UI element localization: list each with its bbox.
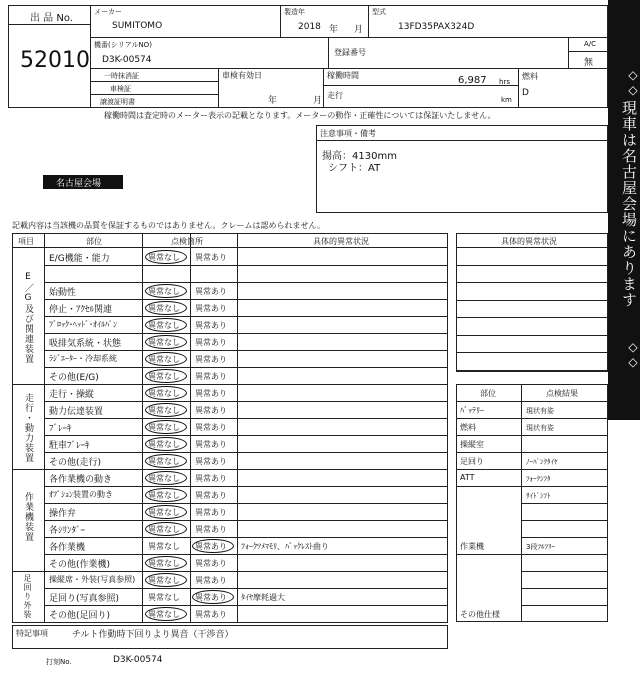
hours-value: 6,987 [458,75,487,86]
check-abnormal[interactable]: 異常あり [195,525,227,534]
check-normal[interactable]: 異常なし [148,287,180,296]
km-unit: km [501,96,512,104]
col-header-part: 部位 [86,237,102,246]
row-part-label: ｵﾌﾟｼｮﾝ装置の動き [49,490,113,499]
spec-part: 操縦室 [460,440,484,449]
row-part-label: 操縦席・外装(写真参照) [49,575,136,584]
selection-circle [192,539,234,553]
selection-circle [145,556,187,570]
check-normal[interactable]: 異常なし [148,355,180,364]
spec-part: その他仕様 [460,610,500,619]
serial-label: 機番(シリアルNO) [94,41,152,49]
maker-value: SUMITOMO [112,21,163,31]
row-part-label: 各ｼﾘﾝﾀﾞｰ [49,526,86,536]
check-normal[interactable]: 異常なし [148,338,180,347]
check-abnormal[interactable]: 異常あり [195,338,227,347]
fuel-value: D [522,88,529,98]
selection-circle [145,335,187,349]
selection-circle [145,318,187,332]
spec-result: ﾉｰﾊﾟﾝｸﾀｲﾔ [526,458,558,466]
side-top-header: 具体的異常状況 [501,237,557,246]
ac-value: 無 [584,58,594,68]
shuppin-label: 出 品 No. [30,13,73,24]
row-part-label: E/G機能・能力 [49,254,110,264]
check-normal[interactable]: 異常なし [148,525,180,534]
check-abnormal[interactable]: 異常あり [195,423,227,432]
check-normal[interactable]: 異常なし [148,406,180,415]
banner-main: 現車は名古屋会場にあります [620,100,638,308]
maker-label: メーカー [94,8,122,16]
check-abnormal[interactable]: 異常あり [195,474,227,483]
check-normal[interactable]: 異常なし [148,542,180,551]
kensa-label: 車検有効日 [222,71,262,80]
notes-line1: 揚高：4130mm [322,151,397,162]
run-label: 走行 [327,91,343,100]
selection-circle [145,386,187,400]
hours-unit: hrs [499,78,510,86]
selection-circle [145,284,187,298]
selection-circle [145,522,187,536]
year-unit: 年 [329,25,339,35]
spec-result: ﾌｫｰｸｼﾌﾀ [526,475,551,483]
selection-circle [145,420,187,434]
row-detail: ﾀｲﾔ摩耗過大 [241,593,285,602]
row-part-label: 停止・ｱｸｾﾙ関連 [49,305,113,315]
year-label: 製造年 [284,8,305,16]
check-normal[interactable]: 異常なし [148,593,180,602]
col-header-check: 点検箇所 [171,237,203,246]
check-abnormal[interactable]: 異常あり [195,508,227,517]
row-part-label: その他(作業機) [49,560,111,570]
check-abnormal[interactable]: 異常あり [195,321,227,330]
check-abnormal[interactable]: 異常あり [195,304,227,313]
col-header-item: 項目 [18,237,34,246]
row-part-label: 吸排気系統・状態 [49,339,122,349]
check-normal[interactable]: 異常なし [148,610,180,619]
banner-bottom: ◇◇ [626,340,640,370]
check-normal[interactable]: 異常なし [148,389,180,398]
row-part-label: 駐車ﾌﾞﾚｰｷ [49,441,90,451]
check-abnormal[interactable]: 異常あり [195,355,227,364]
joto-label: 譲渡証明書 [100,98,135,106]
check-normal[interactable]: 異常なし [148,304,180,313]
row-part-label: 操作弁 [49,509,77,519]
stamp-value: D3K-00574 [113,655,163,665]
check-normal[interactable]: 異常なし [148,457,180,466]
stamp-label: 打刻No. [46,658,72,666]
serial-value: D3K-00574 [102,55,152,65]
disclaimer: 稼働時間は査定時のメーター表示の記載となります。メーターの動作・正確性については保証いたしません。 [104,111,496,120]
banner-top: ◇◇ [626,68,640,98]
spec-part: 燃料 [460,423,476,432]
row-part-label: その他(E/G) [49,373,99,383]
check-normal[interactable]: 異常なし [148,474,180,483]
selection-circle [145,505,187,519]
check-abnormal[interactable]: 異常あり [195,576,227,585]
kensa-month: 月 [313,96,323,106]
spec-result: 3段ﾌﾙﾌﾘｰ [526,543,555,551]
row-part-label: ﾗｼﾞｴｰﾀｰ・冷却系統 [49,354,117,363]
spec-result: 現状有姿 [526,424,554,432]
ichiji-label: 一時抹消証 [104,72,139,80]
spec-part: 作業機 [460,542,484,551]
venue-label: 名古屋会場 [56,179,102,189]
selection-circle [145,488,187,502]
row-part-label: 各作業機の動き [49,475,113,485]
ac-label: A/C [584,40,597,48]
selection-circle [145,250,187,264]
spec-part: ﾊﾞｯﾃﾘｰ [460,406,484,415]
row-part-label: 始動性 [49,288,77,298]
model-label: 型式 [372,8,386,16]
check-abnormal[interactable]: 異常あり [195,440,227,449]
check-abnormal[interactable]: 異常あり [195,406,227,415]
model-value: 13FD35PAX324D [398,22,475,32]
check-normal[interactable]: 異常なし [148,508,180,517]
notes-line2: シフト：AT [328,163,381,174]
check-abnormal[interactable]: 異常あり [195,372,227,381]
check-normal[interactable]: 異常なし [148,440,180,449]
col-header-detail: 具体的異常状況 [313,237,369,246]
check-normal[interactable]: 異常なし [148,576,180,585]
check-normal[interactable]: 異常なし [148,491,180,500]
check-abnormal[interactable]: 異常あり [195,287,227,296]
row-part-label: 動力伝達装置 [49,407,104,417]
selection-circle [145,573,187,587]
spec-result: ｻｲﾄﾞｼﾌﾄ [526,492,551,500]
check-normal[interactable]: 異常なし [148,372,180,381]
selection-circle [192,590,234,604]
check-abnormal[interactable]: 異常あり [195,542,227,551]
check-normal[interactable]: 異常なし [148,253,180,262]
spec-header-part: 部位 [480,389,496,398]
row-part-label: ﾌﾞﾛｯｸ･ﾍｯﾄﾞ･ｵｲﾙﾊﾟﾝ [49,320,117,329]
section-work: 作業機装置 [23,492,33,542]
section-drive: 走行・動力装置 [23,393,33,463]
fuel-label: 燃料 [522,72,538,81]
special-label: 特記事項 [16,629,48,638]
check-abnormal[interactable]: 異常あり [195,559,227,568]
check-abnormal[interactable]: 異常あり [195,457,227,466]
selection-circle [145,301,187,315]
check-abnormal[interactable]: 異常あり [195,610,227,619]
selection-circle [145,403,187,417]
selection-circle [145,437,187,451]
selection-circle [145,369,187,383]
spec-part: ATT [460,473,475,482]
year-value: 2018 [298,22,321,32]
check-normal[interactable]: 異常なし [148,559,180,568]
reg-label: 登録番号 [334,48,366,57]
location-banner [608,0,640,420]
selection-circle [145,471,187,485]
check-abnormal[interactable]: 異常あり [195,593,227,602]
row-detail: ﾌｫｰｸﾂﾒﾏﾓﾘ、ﾊﾞｯｸﾚｽﾄ曲り [241,542,329,551]
hours-label: 稼働時間 [327,71,359,80]
row-part-label: その他(足回り) [49,611,111,621]
shaken-label: 車検証 [110,85,131,93]
section-foot: 足回り外装 [23,574,32,619]
shuppin-number: 52010 [20,48,90,73]
quality-disclaimer: 記載内容は当該機の品質を保証するものではありません。クレームは認められません。 [12,221,325,230]
special-text: チルト作動時下回りより異音（干渉音） [72,630,234,640]
month-unit: 月 [354,25,364,35]
spec-part: 足回り [460,457,484,466]
check-normal[interactable]: 異常なし [148,321,180,330]
row-part-label: 走行・操縦 [49,390,95,400]
spec-header-result: 点検結果 [546,389,578,398]
check-abnormal[interactable]: 異常あり [195,253,227,262]
row-part-label: 足回り(写真参照) [49,594,120,604]
notes-label: 注意事項・備考 [320,129,376,138]
row-part-label: ﾌﾞﾚｰｷ [49,424,72,434]
section-eg: E／G及び関連装置 [23,272,33,364]
selection-circle [145,607,187,621]
check-normal[interactable]: 異常なし [148,423,180,432]
check-abnormal[interactable]: 異常あり [195,389,227,398]
selection-circle [145,454,187,468]
kensa-year: 年 [268,96,278,106]
check-abnormal[interactable]: 異常あり [195,491,227,500]
spec-result: 現状有姿 [526,407,554,415]
selection-circle [145,352,187,366]
row-part-label: その他(走行) [49,458,102,468]
row-part-label: 各作業機 [49,543,86,553]
